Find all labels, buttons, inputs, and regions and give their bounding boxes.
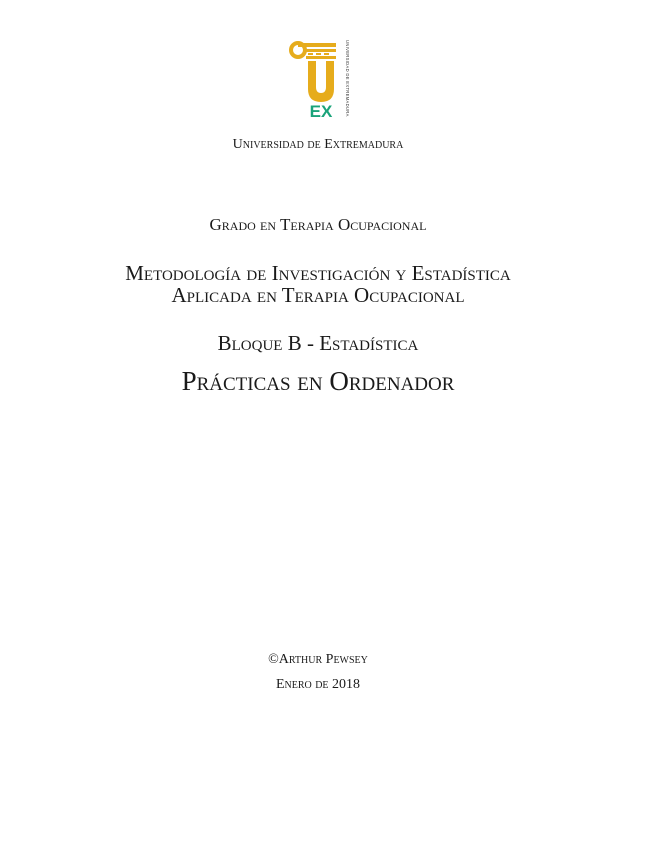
author-name: Arthur Pewsey — [278, 652, 368, 667]
copyright-symbol: © — [268, 652, 279, 667]
course-title-line-1: Metodología de Investigación y Estadística — [125, 261, 511, 285]
block-title: Bloque B - Estadística — [217, 331, 419, 355]
author-line — [0, 652, 636, 668]
university-name: Universidad de Extremadura — [232, 137, 404, 152]
svg-text:EX: EX — [309, 102, 333, 118]
university-logo — [288, 36, 354, 118]
document-date: Enero de 2018 — [275, 677, 361, 692]
svg-text:UNIVERSIDAD DE EXTREMADURA: UNIVERSIDAD DE EXTREMADURA — [345, 40, 350, 117]
document-subtitle: Prácticas en Ordenador — [181, 366, 455, 396]
course-title-line-2: Aplicada en Terapia Ocupacional — [171, 283, 465, 307]
degree-name: Grado en Terapia Ocupacional — [209, 215, 427, 234]
